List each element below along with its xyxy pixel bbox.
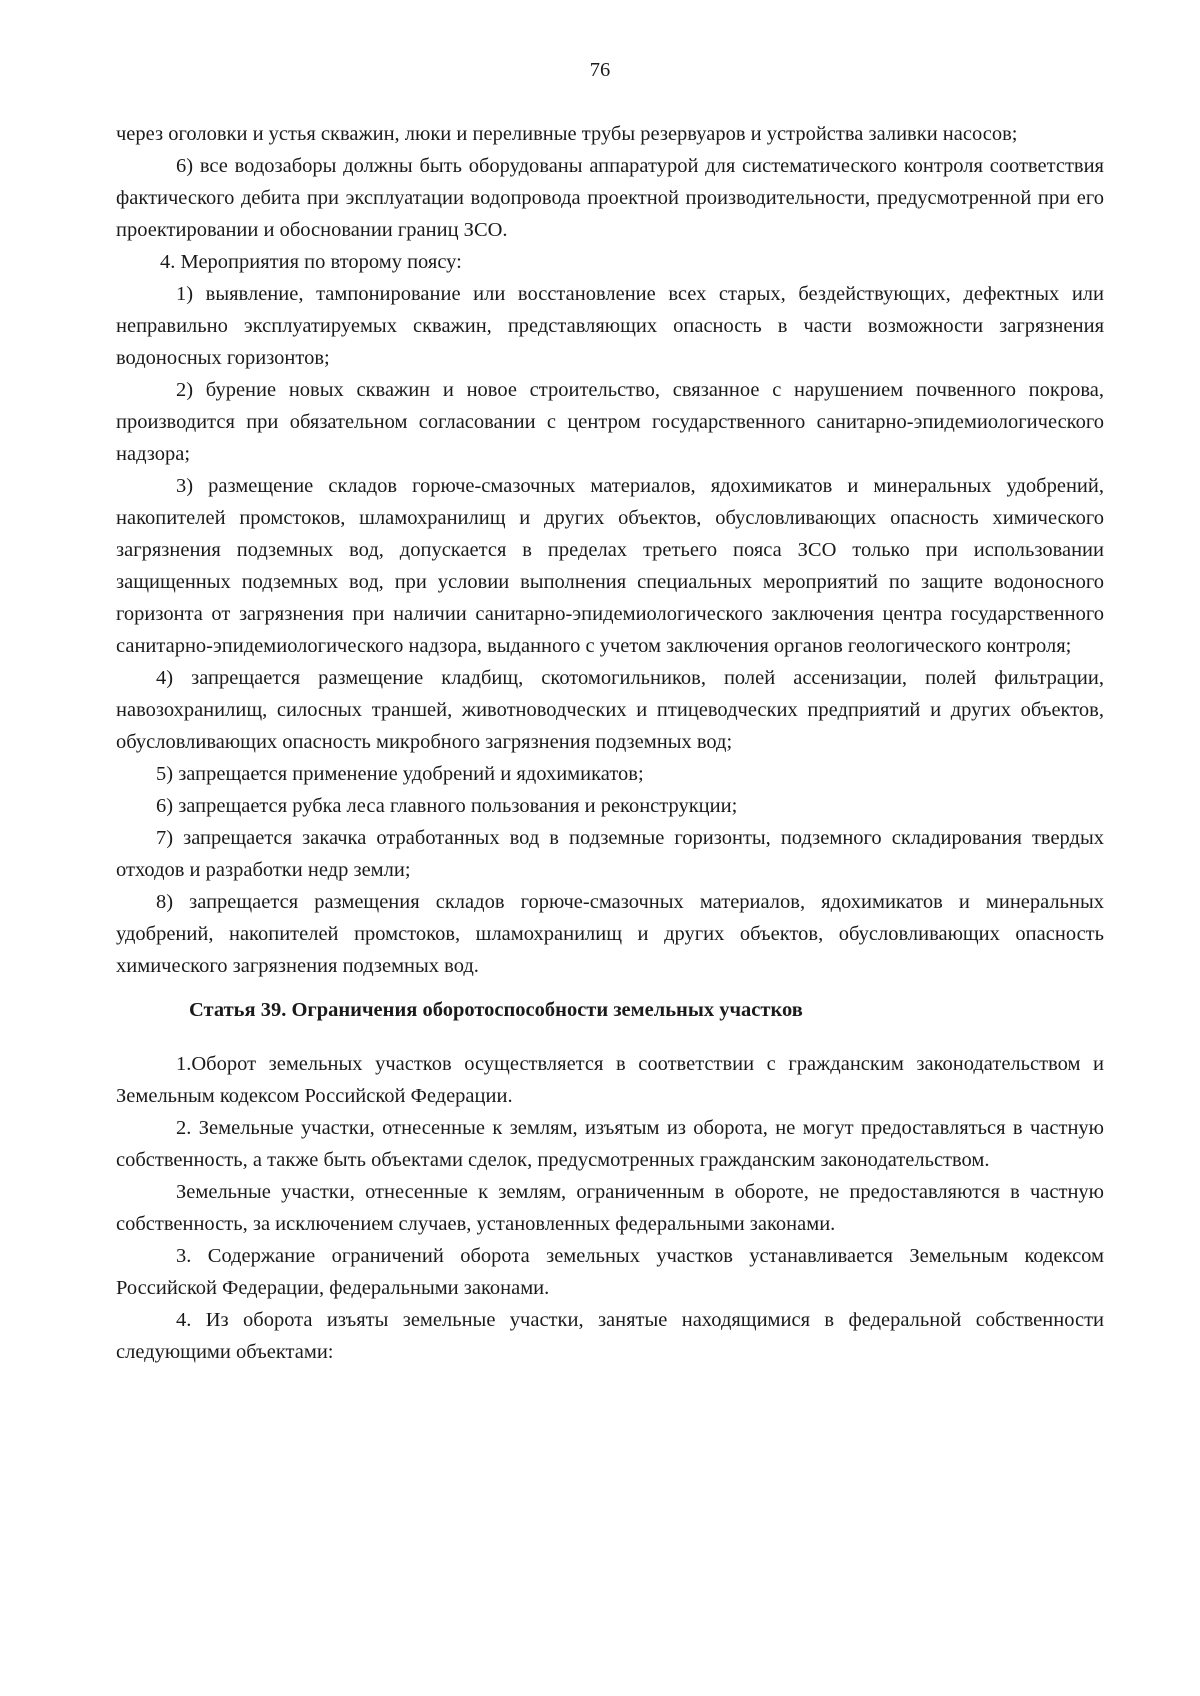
paragraph: 6) все водозаборы должны быть оборудованы аппаратурой для систематического контроля соответствия фактического дебита при эксплуатации водопровода проектной производительности, предусмотренной при его проектировании и обосновании границ ЗСО. xyxy=(116,155,1104,241)
paragraph: 2. Земельные участки, отнесенные к землям, изъятым из оборота, не могут предоставляться в частную собственность, а также быть объектами сделок, предусмотренных гражданским законодательством. xyxy=(116,1117,1104,1171)
zso-measures-section xyxy=(116,118,1104,982)
paragraph: 2) бурение новых скважин и новое строительство, связанное с нарушением почвенного покрова, производится при обязательном согласовании с центром государственного санитарно-эпидемиологического надзора; xyxy=(116,379,1104,465)
paragraph: 3) размещение складов горюче-смазочных материалов, ядохимикатов и минеральных удобрений, накопителей промстоков, шламохранилищ и других объектов, обусловливающих опасность химического загрязнения подземных вод, допускается в пределах третьего пояса ЗСО только при использовании защищенных подземных вод, при условии выполнения специальных мероприятий по защите водоносного горизонта от загрязнения при наличии санитарно-эпидемиологического заключения центра государственного санитарно-эпидемиологического надзора, выданного с учетом заключения органов геологического контроля; xyxy=(116,475,1104,657)
paragraph: через оголовки и устья скважин, люки и переливные трубы резервуаров и устройства заливки насосов; xyxy=(116,123,1018,145)
paragraph: 1) выявление, тампонирование или восстановление всех старых, бездействующих, дефектных или неправильно эксплуатируемых скважин, представляющих опасность в части возможности загрязнения водоносных горизонтов; xyxy=(116,283,1104,369)
article-39-section xyxy=(116,1048,1104,1368)
document-body xyxy=(116,118,1104,1368)
paragraph: 7) запрещается закачка отработанных вод в подземные горизонты, подземного складирования твердых отходов и разработки недр земли; xyxy=(116,827,1104,881)
paragraph: 3. Содержание ограничений оборота земельных участков устанавливается Земельным кодексом Российской Федерации, федеральными законами. xyxy=(116,1245,1104,1299)
paragraph: 4. Из оборота изъяты земельные участки, занятые находящимися в федеральной собственности следующими объектами: xyxy=(116,1309,1104,1363)
article-heading: Статья 39. Ограничения оборотоспособности земельных участков xyxy=(189,999,803,1021)
paragraph: 4. Мероприятия по второму поясу: xyxy=(160,251,462,273)
paragraph: 8) запрещается размещения складов горюче-смазочных материалов, ядохимикатов и минеральных удобрений, накопителей промстоков, шламохранилищ и других объектов, обусловливающих опасность химического загрязнения подземных вод. xyxy=(116,891,1104,977)
paragraph: 1.Оборот земельных участков осуществляется в соответствии с гражданским законодательством и Земельным кодексом Российской Федерации. xyxy=(116,1053,1104,1107)
paragraph: 5) запрещается применение удобрений и ядохимикатов; xyxy=(156,763,644,785)
paragraph: Земельные участки, отнесенные к землям, ограниченным в обороте, не предоставляются в частную собственность, за исключением случаев, установленных федеральными законами. xyxy=(116,1181,1104,1235)
page-number: 76 xyxy=(589,59,611,81)
paragraph: 6) запрещается рубка леса главного пользования и реконструкции; xyxy=(156,795,738,817)
paragraph: 4) запрещается размещение кладбищ, скотомогильников, полей ассенизации, полей фильтрации, навозохранилищ, силосных траншей, животноводческих и птицеводческих предприятий и других объектов, обусловливающих опасность микробного загрязнения подземных вод; xyxy=(116,667,1104,753)
